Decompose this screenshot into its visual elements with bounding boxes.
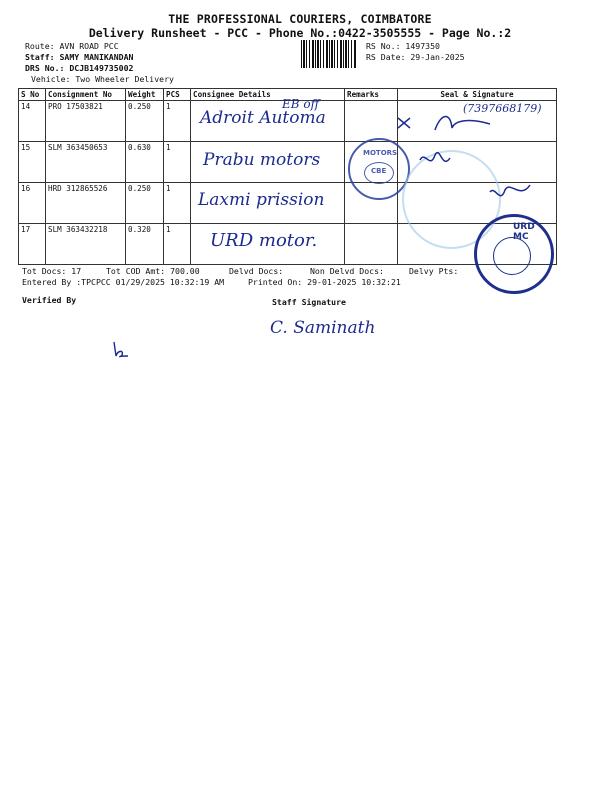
total-cod: Tot COD Amt: 700.00 (106, 266, 200, 276)
printed-on: Printed On: 29-01-2025 10:32:21 (248, 277, 401, 287)
delivery-points: Delvy Pts: (409, 266, 459, 276)
company-title: THE PROFESSIONAL COURIERS, COIMBATORE (168, 12, 432, 26)
col-sno: S No (19, 89, 46, 101)
row-consignment: SLM 363432218 (46, 224, 126, 265)
col-seal: Seal & Signature (398, 89, 557, 101)
consignee-handwriting-16: Laxmi prission (198, 190, 325, 210)
col-consignment: Consignment No (46, 89, 126, 101)
col-pcs: PCS (164, 89, 191, 101)
row-pcs: 1 (164, 101, 191, 142)
row-pcs: 1 (164, 142, 191, 183)
rs-number: RS No.: 1497350 (366, 41, 440, 51)
staff-label: Staff: SAMY MANIKANDAN (25, 52, 134, 62)
row-pcs: 1 (164, 183, 191, 224)
row-consignment: SLM 363450653 (46, 142, 126, 183)
stamp-cbe-text: CBE (371, 167, 387, 175)
row-consignment: PRO 17503821 (46, 101, 126, 142)
row-pcs: 1 (164, 224, 191, 265)
row-sno: 16 (19, 183, 46, 224)
row-weight: 0.250 (126, 101, 164, 142)
col-consignee: Consignee Details (191, 89, 345, 101)
phone-handwriting: (7397668179) (463, 102, 542, 115)
row-weight: 0.250 (126, 183, 164, 224)
rs-date: RS Date: 29-Jan-2025 (366, 52, 465, 62)
row-consignment: HRD 312865526 (46, 183, 126, 224)
consignee-handwriting-14: Adroit Automa (200, 108, 326, 128)
barcode-graphic (301, 40, 357, 68)
row-sno: 17 (19, 224, 46, 265)
entered-by: Entered By :TPCPCC 01/29/2025 10:32:19 AM (22, 277, 225, 287)
col-remarks: Remarks (345, 89, 398, 101)
col-weight: Weight (126, 89, 164, 101)
row-weight: 0.320 (126, 224, 164, 265)
row-weight: 0.630 (126, 142, 164, 183)
consignee-handwriting-15: Prabu motors (203, 150, 321, 170)
staff-signature-handwriting: C. Saminath (270, 318, 376, 338)
verified-by-label: Verified By (22, 295, 77, 305)
stamp-motors-text: MOTORS (363, 149, 398, 157)
verifier-initial (110, 340, 134, 360)
route-label: Route: AVN ROAD PCC (25, 41, 119, 51)
staff-signature-label: Staff Signature (272, 297, 346, 307)
row-sno: 14 (19, 101, 46, 142)
signature-scribbles (380, 110, 580, 240)
runsheet-subtitle: Delivery Runsheet - PCC - Phone No.:0422-3505555 - Page No.:2 (88, 26, 512, 40)
consignee-handwriting-17: URD motor. (210, 230, 318, 251)
vehicle-label: Vehicle: Two Wheeler Delivery (31, 74, 174, 84)
stamp-urd-text: URD MC (513, 222, 535, 242)
non-delivered-docs: Non Delvd Docs: (310, 266, 384, 276)
stamp-urd-inner (493, 237, 531, 275)
remark-handwriting-14: EB off (282, 97, 320, 111)
delivered-docs: Delvd Docs: (229, 266, 284, 276)
total-docs: Tot Docs: 17 (22, 266, 82, 276)
drs-number: DRS No.: DCJB149735002 (25, 63, 134, 73)
row-sno: 15 (19, 142, 46, 183)
